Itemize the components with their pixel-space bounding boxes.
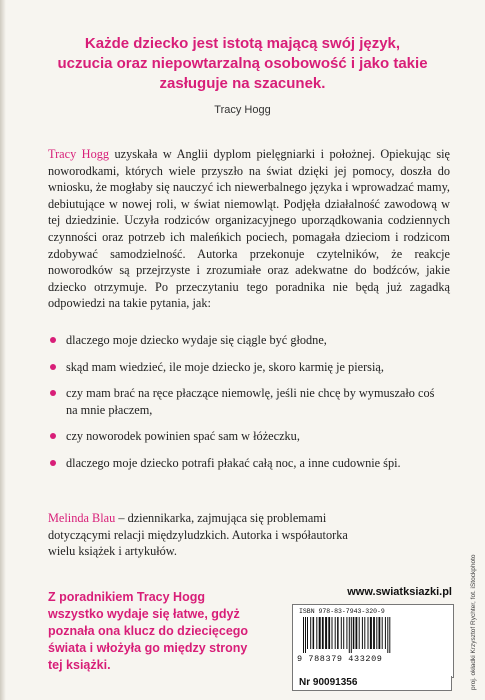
barcode-bar (356, 617, 358, 649)
quote-line-3: zasługuje na szacunek. (159, 75, 326, 92)
barcode-bar (343, 617, 344, 649)
bullet-icon (50, 364, 56, 370)
barcode-bar (376, 617, 377, 649)
barcode-bar (319, 617, 321, 649)
barcode-panel (292, 604, 454, 678)
barcode-bar (328, 617, 330, 649)
barcode-bar (307, 617, 308, 649)
bullet-icon (50, 460, 56, 466)
barcode-bar (379, 617, 381, 649)
barcode-bar (389, 617, 390, 653)
barcode-bar (382, 617, 383, 649)
list-item: dlaczego moje dziecko potrafi płakać całą noc, a inne cudownie śpi. (48, 455, 448, 472)
barcode-bar (303, 617, 304, 653)
barcode-bar (387, 617, 388, 653)
bullet-icon (50, 390, 56, 396)
barcode-bar (337, 617, 339, 649)
question-list (48, 332, 448, 482)
author-description (48, 146, 450, 312)
barcode-bar (325, 617, 327, 649)
barcode (299, 617, 447, 653)
list-item: dlaczego moje dziecko wydaje się ciągle być głodne, (48, 332, 448, 349)
barcode-bar (359, 617, 360, 649)
quote-line-2: uczucia oraz niepowtarzalną osobowość i jako takie (57, 55, 428, 72)
barcode-bar (373, 617, 375, 649)
bullet-icon (50, 433, 56, 439)
promo-text: Z poradnikiem Tracy Hogg wszystko wydaje się łatwe, gdyż poznała ona klucz do dziecięcego świata i włożyła go między strony tej książki. (48, 590, 249, 672)
barcode-number: 9 788379 433209 (297, 654, 383, 664)
cover-quote (40, 34, 445, 94)
barcode-bar (305, 617, 306, 653)
barcode-bar (310, 617, 311, 649)
barcode-bar (341, 617, 342, 649)
list-item: skąd mam wiedzieć, ile moje dziecko je, skoro karmię je piersią, (48, 359, 448, 376)
quote-author: Tracy Hogg (214, 104, 271, 116)
barcode-bar (385, 617, 386, 649)
publisher-website[interactable]: www.swiatksiazki.pl (347, 586, 452, 598)
isbn-label: ISBN 978-83-7943-320-9 (299, 608, 385, 615)
bullet-icon (50, 337, 56, 343)
barcode-bar (346, 617, 347, 649)
author-description-text: uzyskała w Anglii dyplom pielęgniarki i położnej. Opiekując się noworodkami, których wiele przyszło na świat dzięki jej pomocy, doszła do wniosku, że mogłaby się nauczyć ich niewerbalnego języka i wprowadzać mamy, debiutujące w nowej roli, w świat niemowląt. Podjęła działalność zawodową w tej dziedzinie. Uczyła rodziców organizacyjnego uporządkowania codziennych czynności oraz potrzeb ich maleńkich pociech, pomagała dzieciom i rodzicom zdobywać samodzielność. Autorka przekonuje czytelników, że reakcje noworodków są przejrzyste i zrozumiałe oraz adekwatne do bodźców, jakie dziecko otrzymuje. Po przeczytaniu tego poradnika nie będą już zagadką odpowiedzi na takie pytania, jak: (48, 147, 450, 311)
list-item: czy noworodek powinien spać sam w łóżeczku, (48, 428, 448, 445)
author-name: Tracy Hogg (48, 147, 110, 161)
barcode-bar (349, 617, 350, 653)
barcode-bar (351, 617, 352, 653)
barcode-bar (322, 617, 324, 649)
barcode-bar (368, 617, 369, 649)
barcode-bar (362, 617, 363, 649)
barcode-bar (335, 617, 336, 649)
cover-credit: proj. okładki Krzysztof Rychter, fot. iStockphoto (470, 554, 477, 690)
catalog-number: Nr 90091356 (299, 677, 358, 688)
quote-line-1: Każde dziecko jest istotą mającą swój język, (84, 35, 401, 52)
list-item: czy mam brać na ręce płaczące niemowlę, jeśli nie chcę by wymuszało coś na mnie płaczem, (48, 385, 448, 418)
barcode-bar (364, 617, 365, 649)
coauthor-name: Melinda Blau (48, 511, 116, 525)
barcode-bar (332, 617, 333, 649)
barcode-bar (353, 617, 355, 649)
coauthor-bio (48, 510, 348, 560)
barcode-bar (370, 617, 372, 649)
barcode-bar (313, 617, 315, 649)
barcode-bar (316, 617, 317, 649)
coauthor-bio-text: – dziennikarka, zajmująca się problemami dotyczącymi relacji międzyludzkich. Autorka i współautorka wielu książek i artykułów. (48, 511, 348, 559)
catalog-number-box (292, 676, 452, 691)
